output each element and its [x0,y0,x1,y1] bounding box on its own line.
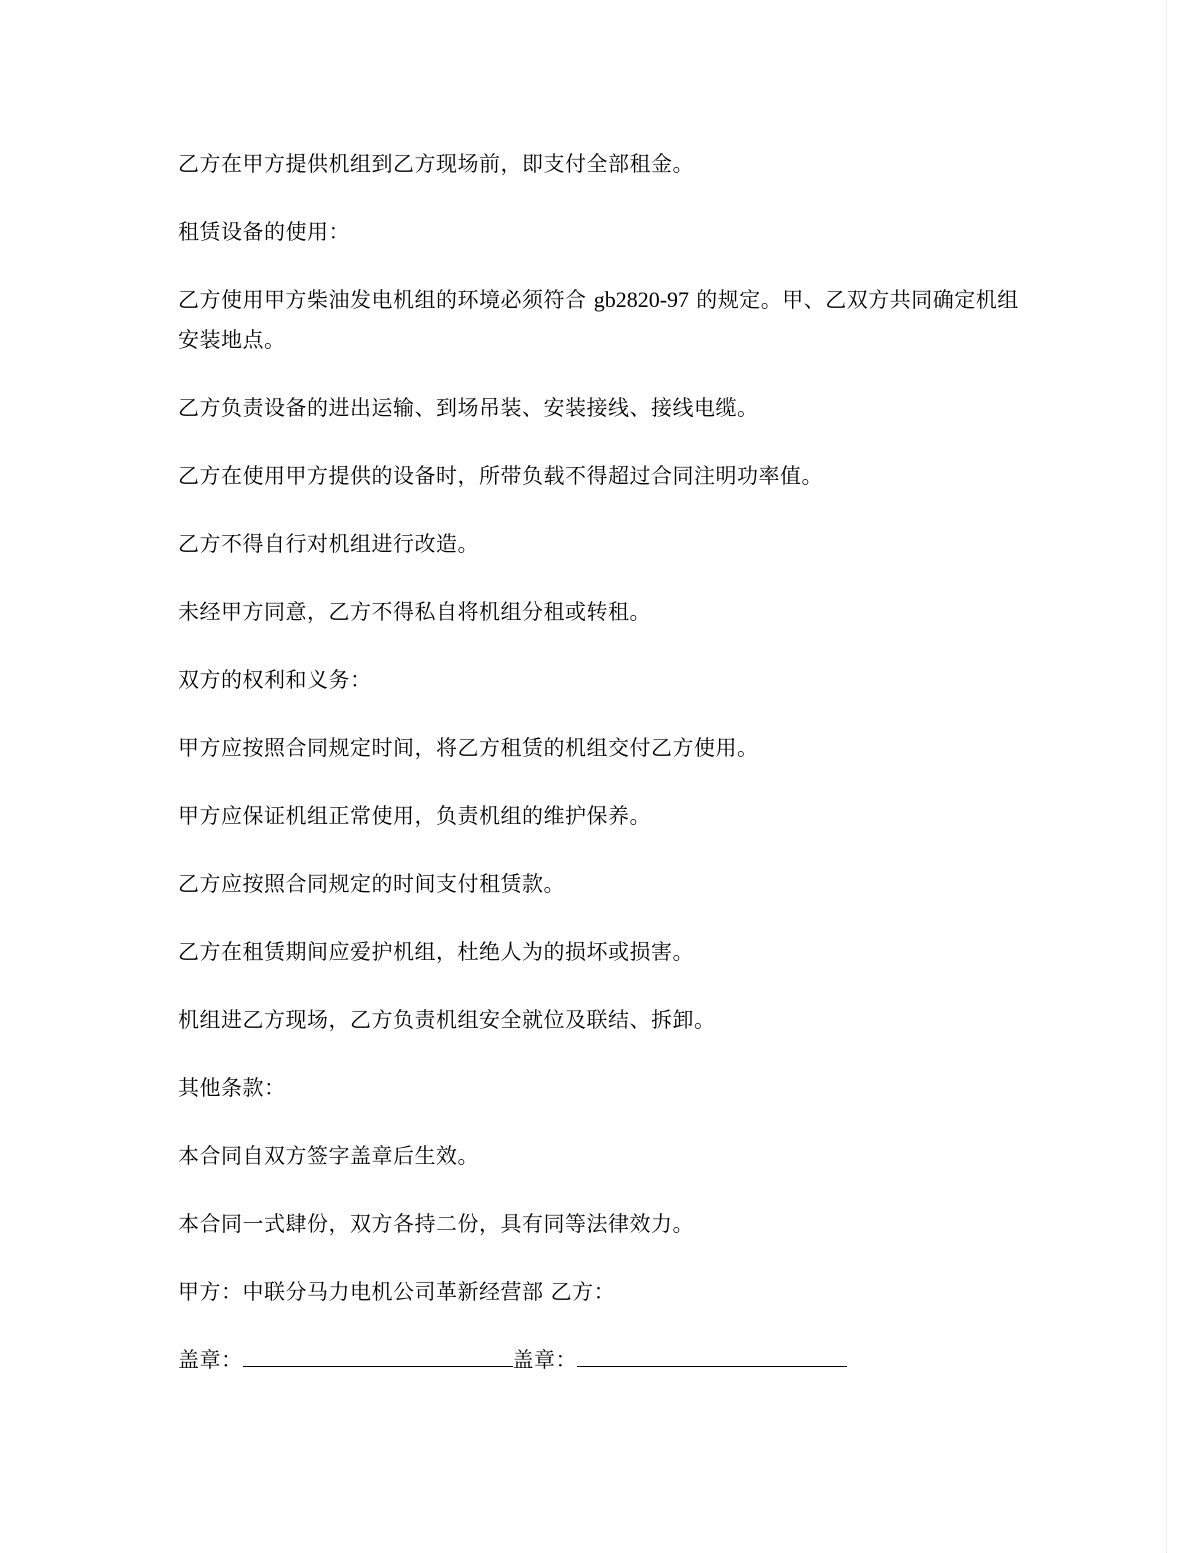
paragraph-no-modification: 乙方不得自行对机组进行改造。 [178,532,479,556]
paragraph-parties: 甲方：中联分马力电机公司革新经营部 乙方： [178,1280,616,1304]
paragraph-transport: 乙方负责设备的进出运输、到场吊装、安装接线、接线电缆。 [178,396,759,420]
heading-equipment-use: 租赁设备的使用： [178,220,350,244]
heading-other-terms: 其他条款： [178,1076,286,1100]
paragraph-copies: 本合同一式肆份，双方各持二份，具有同等法律效力。 [178,1212,694,1236]
paragraph-installation: 机组进乙方现场，乙方负责机组安全就位及联结、拆卸。 [178,1008,716,1032]
seal-line-party-a[interactable] [243,1344,513,1367]
page-edge-guide [1166,0,1167,1553]
contract-body [178,144,1038,1380]
paragraph-maintenance: 甲方应保证机组正常使用，负责机组的维护保养。 [178,804,651,828]
signature-row [178,1340,1038,1380]
paragraph-no-sublease: 未经甲方同意，乙方不得私自将机组分租或转租。 [178,600,651,624]
paragraph-payment: 乙方在甲方提供机组到乙方现场前，即支付全部租金。 [178,152,694,176]
paragraph-effective: 本合同自双方签字盖章后生效。 [178,1144,479,1168]
standard-code: gb2820-97 [593,287,690,312]
paragraph-care: 乙方在租赁期间应爱护机组，杜绝人为的损坏或损害。 [178,940,694,964]
paragraph-environment-part2: 的规定。甲、乙双方共同确定机组安装地点。 [178,288,1019,352]
paragraph-environment-part1: 乙方使用甲方柴油发电机组的环境必须符合 [178,288,587,312]
paragraph-delivery: 甲方应按照合同规定时间，将乙方租赁的机组交付乙方使用。 [178,736,759,760]
seal-label-party-b: 盖章： [512,1348,577,1372]
paragraph-rent-payment: 乙方应按照合同规定的时间支付租赁款。 [178,872,565,896]
seal-label-party-a: 盖章： [178,1348,243,1372]
seal-line-party-b[interactable] [577,1344,847,1367]
paragraph-load-limit: 乙方在使用甲方提供的设备时，所带负载不得超过合同注明功率值。 [178,464,823,488]
paragraph-environment [178,280,1028,360]
heading-rights-obligations: 双方的权利和义务： [178,668,372,692]
